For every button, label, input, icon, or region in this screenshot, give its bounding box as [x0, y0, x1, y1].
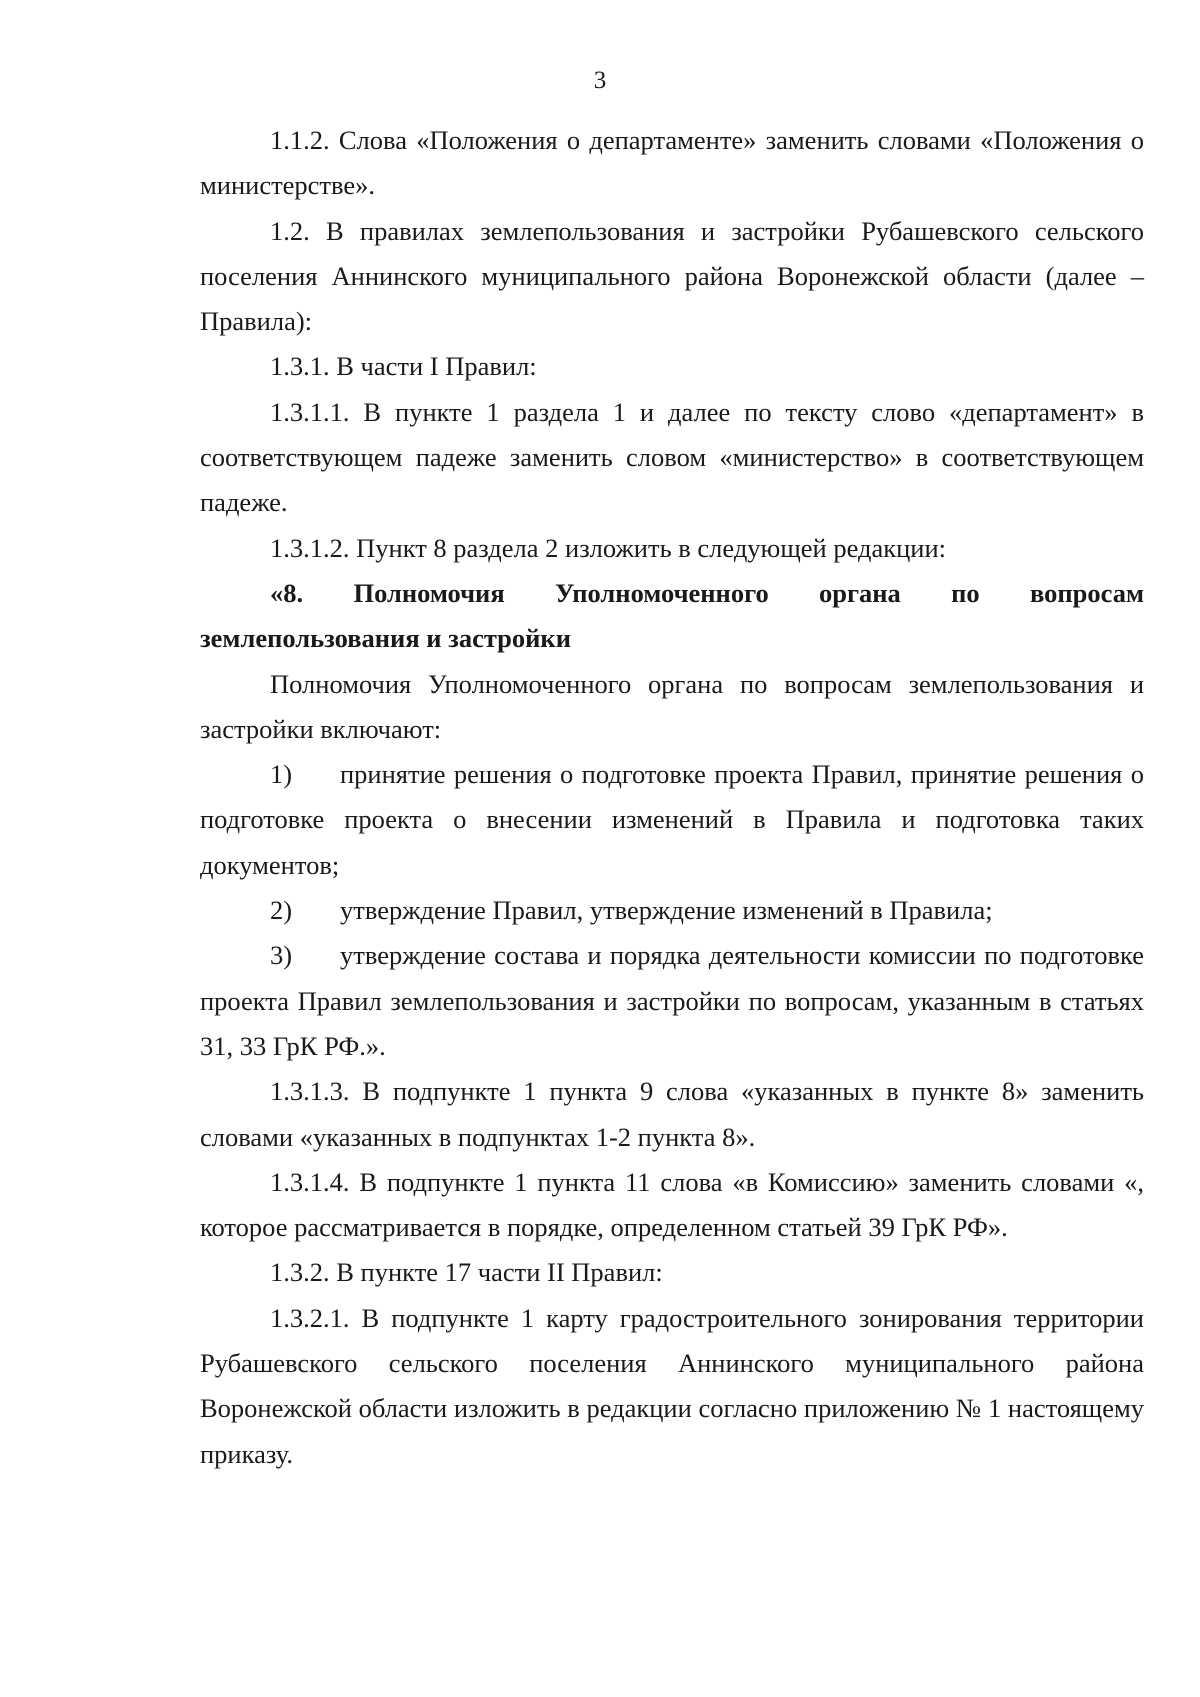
list-item: [200, 888, 1144, 933]
list-marker: 2): [270, 895, 293, 926]
paragraph-1-3-2-1: 1.3.2.1. В подпункте 1 карту градостроительного зонирования территории Рубашевского сельского поселения Аннинского муниципального района Воронежской области изложить в редакции согласно приложению № 1 настоящему приказу.: [200, 1302, 1144, 1469]
list-item-text: утверждение Правил, утверждение изменений в Правила;: [340, 895, 993, 926]
document-body: [200, 118, 1144, 1477]
paragraph-1-2: 1.2. В правилах землепользования и застройки Рубашевского сельского поселения Аннинского муниципального района Воронежской области (далее – Правила):: [200, 215, 1144, 337]
paragraph-1-3-2: 1.3.2. В пункте 17 части II Правил:: [270, 1257, 663, 1288]
section-heading-8: «8. Полномочия Уполномоченного органа по вопросам землепользования и застройки: [200, 577, 1144, 654]
list-marker: 3): [270, 940, 293, 971]
paragraph-1-3-1-3: 1.3.1.3. В подпункте 1 пункта 9 слова «указанных в пункте 8» заменить словами «указанных в подпунктах 1-2 пункта 8».: [200, 1076, 1144, 1152]
list-item-text: принятие решения о подготовке проекта Правил, принятие решения о подготовке проекта о внесении изменений в Правила и подготовка таких документов;: [200, 759, 1144, 880]
list-item: [200, 933, 1144, 1069]
paragraph-1-3-1: 1.3.1. В части I Правил:: [270, 351, 537, 382]
paragraph-1-3-1-1: 1.3.1.1. В пункте 1 раздела 1 и далее по тексту слово «департамент» в соответствующем падеже заменить словом «министерство» в соответствующем падеже.: [200, 396, 1144, 518]
page-number: 3: [593, 67, 607, 94]
paragraph-1-3-1-2: 1.3.1.2. Пункт 8 раздела 2 изложить в следующей редакции:: [270, 532, 947, 563]
paragraph-powers-intro: Полномочия Уполномоченного органа по вопросам землепользования и застройки включают:: [200, 668, 1144, 744]
list-item: [200, 752, 1144, 888]
paragraph-1-1-2: 1.1.2. Слова «Положения о департаменте» заменить словами «Положения о министерстве».: [200, 125, 1144, 201]
paragraph-1-3-1-4: 1.3.1.4. В подпункте 1 пункта 11 слова «в Комиссию» заменить словами «, которое рассматривается в порядке, определенном статьей 39 ГрК РФ».: [200, 1166, 1144, 1243]
list-item-text: утверждение состава и порядка деятельности комиссии по подготовке проекта Правил землепользования и застройки по вопросам, указанным в статьях 31, 33 ГрК РФ.».: [200, 940, 1144, 1061]
list-marker: 1): [270, 759, 293, 790]
